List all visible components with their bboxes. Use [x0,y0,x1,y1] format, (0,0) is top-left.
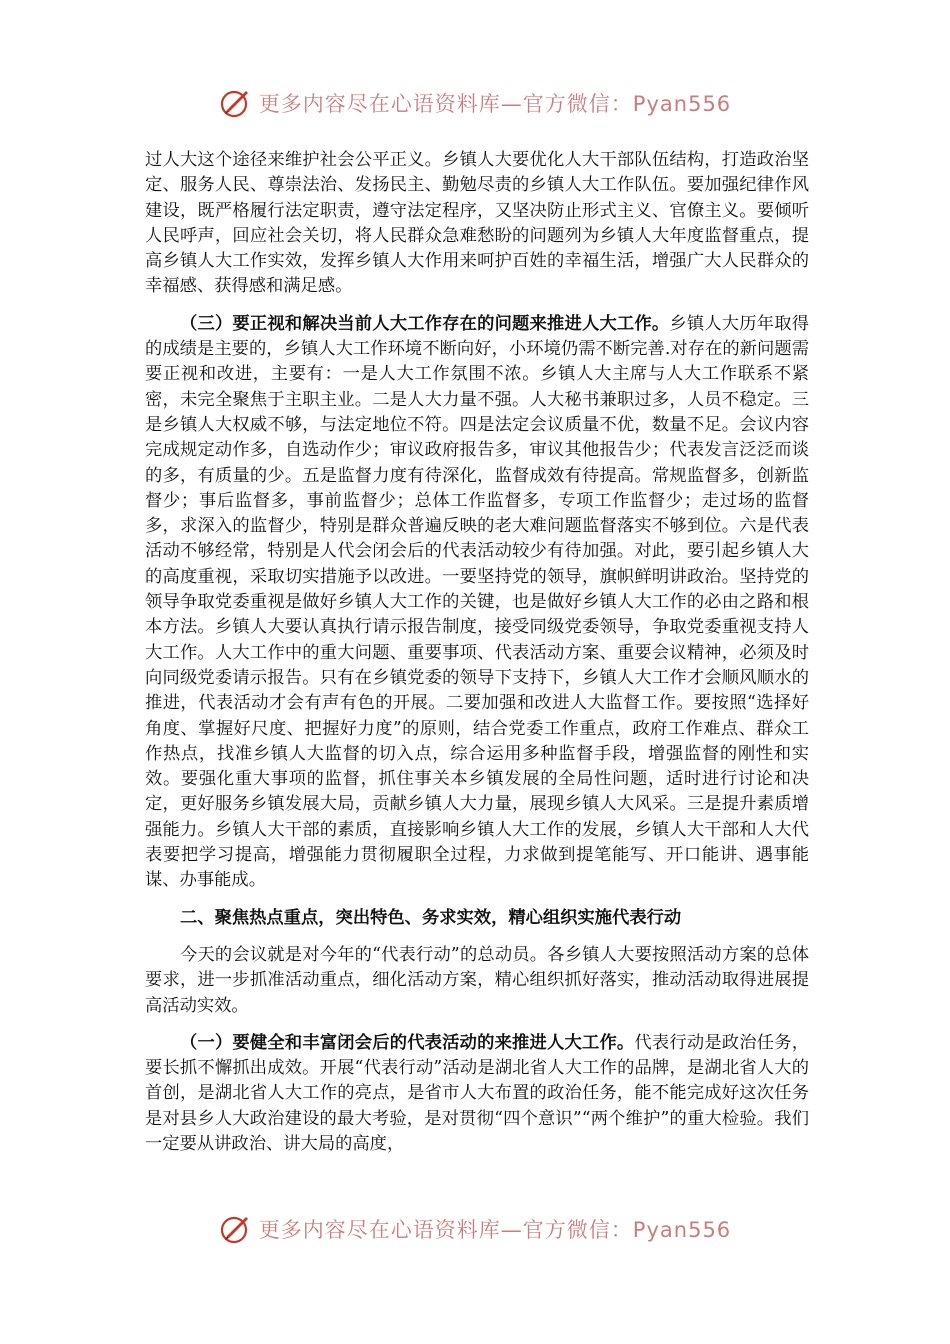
paragraph-2 [145,312,809,894]
header-watermark [0,83,950,123]
paragraph-4-body: 代表行动是政治任务，要长抓不懈抓出成效。开展“代表行动”活动是湖北省人大工作的品牌，是湖北省人大的首创，是湖北省人大工作的亮点，是省市人大布置的政治任务，能不能完成好这次任务是对县乡人大政治建设的最大考验，是对贯彻“四个意识”“两个维护”的重大检验。我们一定要从讲政治、讲大局的高度， [145,1032,809,1154]
paragraph-2-heading: （三）要正视和解决当前人大工作存在的问题来推进人大工作。 [180,313,670,334]
paragraph-4-heading: （一）要健全和丰富闭会后的代表活动的来推进人大工作。 [180,1032,635,1053]
pen-logo-icon [219,1212,253,1246]
document-body [145,148,809,1157]
paragraph-3: 今天的会议就是对今年的“代表行动”的总动员。各乡镇人大要按照活动方案的总体要求，进一步抓准活动重点，细化活动方案，精心组织抓好落实，推动活动取得进展提高活动实效。 [145,944,809,1016]
footer-watermark [0,1209,950,1249]
paragraph-4 [145,1031,809,1157]
watermark-text: 更多内容尽在心语资料库—官方微信：Pyan556 [258,92,732,116]
paragraph-1: 过人大这个途径来维护社会公平正义。乡镇人大要优化人大干部队伍结构，打造政治坚定、服务人民、尊崇法治、发扬民主、勤勉尽责的乡镇人大工作队伍。要加强纪律作风建设，既严格履行法定职责，遵守法定程序，又坚决防止形式主义、官僚主义。要倾听人民呼声，回应社会关切，将人民群众急难愁盼的问题列为乡镇人大年度监督重点，提高乡镇人大工作实效，发挥乡镇人大作用来呵护百姓的幸福生活，增强广大人民群众的幸福感、获得感和满足感。 [145,150,809,297]
watermark-text: 更多内容尽在心语资料库—官方微信：Pyan556 [258,1218,732,1242]
pen-logo-icon [219,86,253,120]
paragraph-2-body: 乡镇人大历年取得的成绩是主要的，乡镇人大工作环境不断向好，小环境仍需不断完善.对存在的新问题需要正视和改进，主要有：一是人大工作氛围不浓。乡镇人大主席与人大工作联系不紧密，未完全聚焦于主职主业。二是人大力量不强。人大秘书兼职过多，人员不稳定。三是乡镇人大权威不够，与法定地位不符。四是法定会议质量不优，数量不足。会议内容完成规定动作多，自选动作少；审议政府报告多，审议其他报告少；代表发言泛泛而谈的多，有质量的少。五是监督力度有待深化，监督成效有待提高。常规监督多，创新监督少；事后监督多，事前监督少；总体工作监督多，专项工作监督少；走过场的监督多，求深入的监督少，特别是群众普遍反映的老大难问题监督落实不够到位。六是代表活动不够经常，特别是人代会闭会后的代表活动较少有待加强。对此，要引起乡镇人大的高度重视，采取切实措施予以改进。一要坚持党的领导，旗帜鲜明讲政治。坚持党的领导争取党委重视是做好乡镇人大工作的关键，也是做好乡镇人大工作的必由之路和根本方法。乡镇人大要认真执行请示报告制度，接受同级党委领导，争取党委重视支持人大工作。人大工作中的重大问题、重要事项、代表活动方案、重要会议精神，必须及时向同级党委请示报告。只有在乡镇党委的领导下支持下，乡镇人大工作才会顺风顺水的推进，代表活动才会有声有色的开展。二要加强和改进人大监督工作。要按照“选择好角度、掌握好尺度、把握好力度”的原则，结合党委工作重点，政府工作难点、群众工作热点，找准乡镇人大监督的切入点，综合运用多种监督手段，增强监督的刚性和实效。要强化重大事项的监督，抓住事关本乡镇发展的全局性问题，适时进行讨论和决定，更好服务乡镇发展大局，贡献乡镇人大力量，展现乡镇人大风采。三是提升素质增强能力。乡镇人大干部的素质，直接影响乡镇人大工作的发展，乡镇人大干部和人大代表要把学习提高，增强能力贯彻履职全过程，力求做到提笔能写、开口能讲、遇事能谋、办事能成。 [145,313,809,891]
section-heading-2: 二、聚焦热点重点，突出特色、务求实效，精心组织实施代表行动 [180,907,682,928]
